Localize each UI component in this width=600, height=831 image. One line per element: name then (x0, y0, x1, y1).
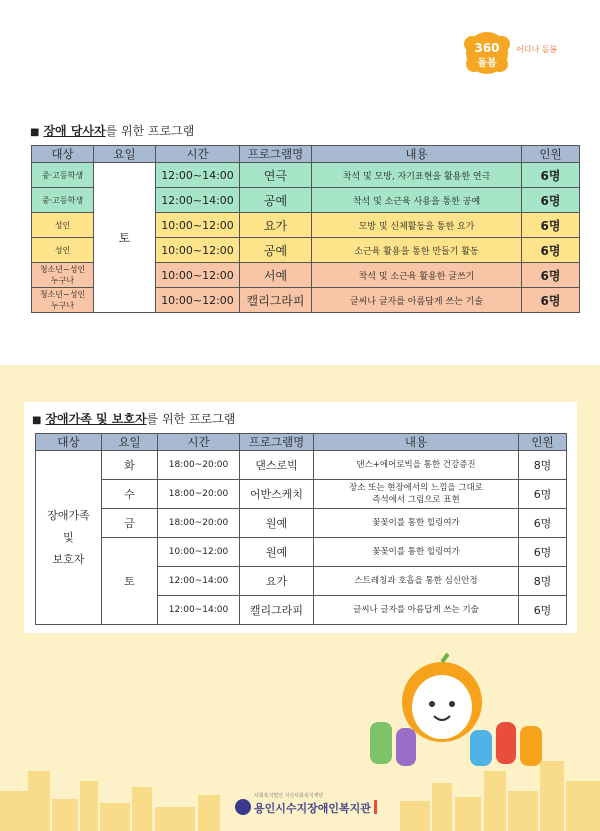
time-cell: 12:00~14:00 (158, 596, 240, 625)
header-time: 시간 (156, 146, 240, 163)
section1-table (31, 145, 580, 313)
header-content: 내용 (314, 434, 519, 451)
square-bullet-icon: ■ (32, 415, 42, 426)
table-header-row (32, 146, 580, 163)
table-row (36, 480, 567, 509)
content-cell: 꽃꽂이를 통한 힐링여가 (314, 538, 519, 567)
count-cell: 6명 (522, 288, 580, 313)
content-cell: 스트레칭과 호흡을 통한 심신안정 (314, 567, 519, 596)
header-target: 대상 (36, 434, 102, 451)
target-cell: 성인 (32, 213, 94, 238)
time-cell: 12:00~14:00 (156, 188, 240, 213)
section1-title-bold: 장애 당사자 (43, 124, 106, 138)
count-cell: 6명 (519, 480, 567, 509)
header-program: 프로그램명 (240, 146, 312, 163)
day-cell: 금 (102, 509, 158, 538)
header-day: 요일 (102, 434, 158, 451)
program-cell: 공예 (240, 238, 312, 263)
count-cell: 6명 (522, 188, 580, 213)
count-cell: 6명 (519, 596, 567, 625)
count-cell: 6명 (519, 538, 567, 567)
count-cell: 6명 (522, 238, 580, 263)
header-content: 내용 (312, 146, 522, 163)
program-cell: 댄스로빅 (240, 451, 314, 480)
day-cell: 토 (94, 163, 156, 313)
table-row (36, 451, 567, 480)
header-target: 대상 (32, 146, 94, 163)
group-cell (36, 451, 102, 625)
group-line3: 보호자 (52, 552, 85, 566)
content-cell: 소근육 활용을 통한 만들기 활동 (312, 238, 522, 263)
group-line2: 및 (63, 530, 74, 544)
time-cell: 10:00~12:00 (156, 213, 240, 238)
section1-title (30, 122, 194, 139)
header-time: 시간 (158, 434, 240, 451)
time-cell: 18:00~20:00 (158, 451, 240, 480)
table-row (36, 509, 567, 538)
time-cell: 10:00~12:00 (156, 238, 240, 263)
section2-table (35, 433, 567, 625)
program-cell: 원예 (240, 538, 314, 567)
footer-organization-name: 용인시수지장애인복지관 (254, 802, 371, 815)
program-cell: 원예 (240, 509, 314, 538)
program-cell: 서예 (240, 263, 312, 288)
content-cell: 착석 및 모방, 자기표현을 활용한 연극 (312, 163, 522, 188)
content-cell: 모방 및 신체활동을 통한 요가 (312, 213, 522, 238)
target-cell: 성인 (32, 238, 94, 263)
content-line2: 즉석에서 그림으로 표현 (372, 495, 460, 505)
header-count: 인원 (519, 434, 567, 451)
logo-top-text: 360 (474, 41, 500, 55)
content-cell: 댄스+에어로빅을 통한 건강증진 (314, 451, 519, 480)
header-program: 프로그램명 (240, 434, 314, 451)
mascot-characters-icon (360, 652, 550, 772)
table-row (36, 538, 567, 567)
content-cell (314, 480, 519, 509)
program-cell: 요가 (240, 213, 312, 238)
count-cell: 6명 (522, 213, 580, 238)
program-cell: 공예 (240, 188, 312, 213)
program-cell: 캘리그라피 (240, 288, 312, 313)
time-cell: 10:00~12:00 (158, 538, 240, 567)
count-cell: 8명 (519, 451, 567, 480)
target-cell: 중·고등학생 (32, 188, 94, 213)
program-cell: 연극 (240, 163, 312, 188)
section2-panel (24, 402, 577, 633)
header-day: 요일 (94, 146, 156, 163)
group-line1: 장애가족 (47, 508, 90, 522)
table-row (32, 163, 580, 188)
time-cell: 10:00~12:00 (156, 288, 240, 313)
section1-title-rest: 를 위한 프로그램 (105, 124, 195, 138)
header-count: 인원 (522, 146, 580, 163)
day-cell: 수 (102, 480, 158, 509)
logo-bottom-text: 돌봄 (477, 58, 497, 69)
square-bullet-icon: ■ (30, 127, 40, 138)
section1-panel (20, 117, 580, 332)
table-header-row (36, 434, 567, 451)
content-cell: 착석 및 소근육 활용한 글쓰기 (312, 263, 522, 288)
day-cell: 화 (102, 451, 158, 480)
day-cell: 토 (102, 538, 158, 625)
target-cell (32, 263, 94, 288)
program-cell: 어반스케치 (240, 480, 314, 509)
target-cell: 중·고등학생 (32, 163, 94, 188)
time-cell: 18:00~20:00 (158, 509, 240, 538)
count-cell: 6명 (522, 263, 580, 288)
target-line1: 청소년~성인 (39, 290, 86, 299)
content-line1: 장소 또는 현장에서의 느낌을 그대로 (349, 483, 483, 493)
section2-title (32, 410, 235, 427)
content-cell: 글씨나 글자를 아름답게 쓰는 기술 (312, 288, 522, 313)
target-line2: 누구나 (50, 276, 75, 285)
time-cell: 12:00~14:00 (156, 163, 240, 188)
target-line1: 청소년~성인 (39, 265, 86, 274)
count-cell: 6명 (519, 509, 567, 538)
time-cell: 18:00~20:00 (158, 480, 240, 509)
program-cell: 요가 (240, 567, 314, 596)
section2-title-rest: 를 위한 프로그램 (146, 412, 236, 426)
target-line2: 누구나 (50, 301, 75, 310)
count-cell: 6명 (522, 163, 580, 188)
brand-slogan: 어디나 돌봄 (516, 45, 558, 54)
target-cell (32, 288, 94, 313)
brand-logo-icon (462, 30, 512, 76)
program-cell: 캘리그라피 (240, 596, 314, 625)
section2-title-bold: 장애가족 및 보호자 (45, 412, 147, 426)
content-cell: 착석 및 소근육 사용을 통한 공예 (312, 188, 522, 213)
count-cell: 8명 (519, 567, 567, 596)
footer-subtitle: 사회복지법인 지산사회복지재단 (254, 793, 324, 799)
content-cell: 글씨나 글자를 아름답게 쓰는 기술 (314, 596, 519, 625)
time-cell: 12:00~14:00 (158, 567, 240, 596)
content-cell: 꽃꽂이를 통한 힐링여가 (314, 509, 519, 538)
time-cell: 10:00~12:00 (156, 263, 240, 288)
